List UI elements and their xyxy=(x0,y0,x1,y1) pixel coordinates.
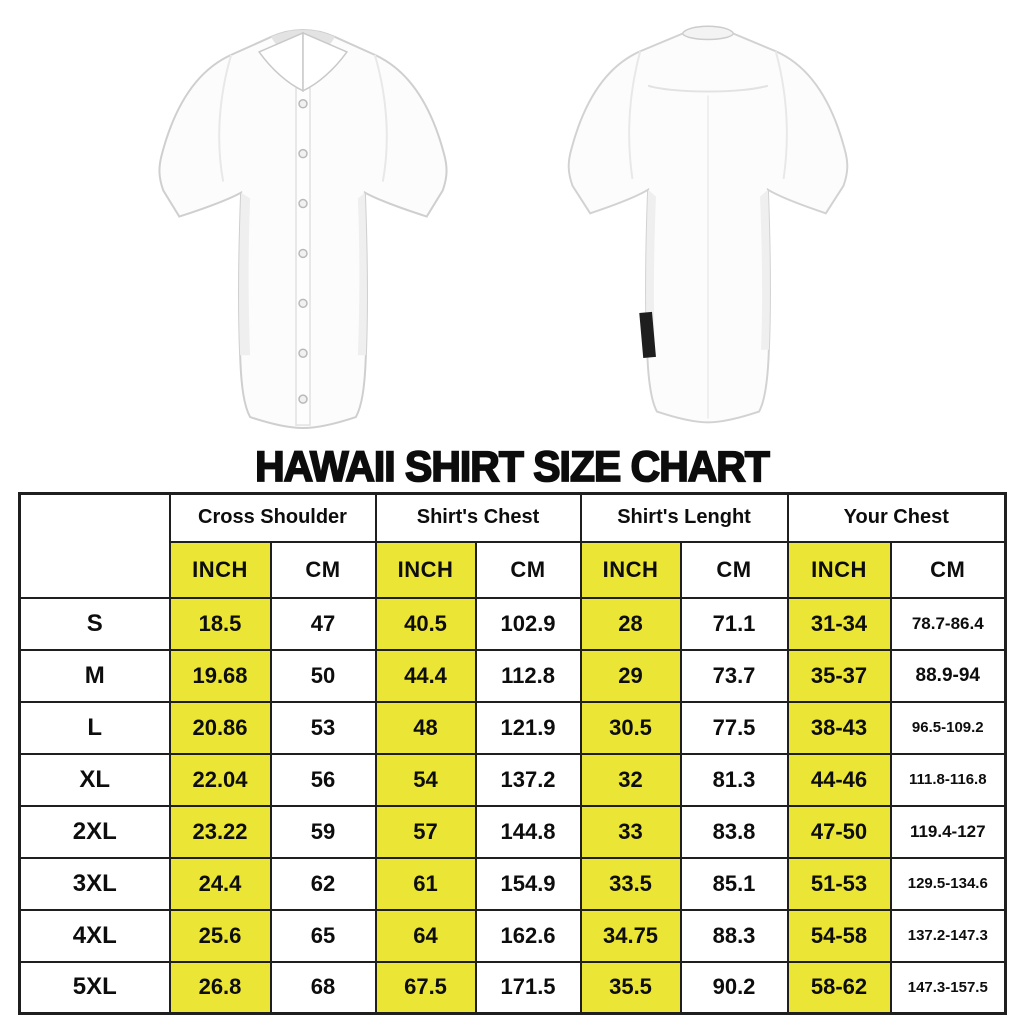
shirt-chest-inch-cell: 48 xyxy=(376,702,476,754)
shirt-length-cm-cell: 83.8 xyxy=(681,806,788,858)
size-chart-table xyxy=(18,492,1007,1015)
size-cell: XL xyxy=(20,754,170,806)
cross-shoulder-inch-cell: 18.5 xyxy=(170,598,271,650)
cross-shoulder-inch-cell: 22.04 xyxy=(170,754,271,806)
your-chest-cm-cell: 88.9-94 xyxy=(891,650,1006,702)
size-table-body xyxy=(20,598,1006,1014)
your-chest-inch-cell: 44-46 xyxy=(788,754,891,806)
your-chest-cm-cell: 111.8-116.8 xyxy=(891,754,1006,806)
cross-shoulder-cm-cell: 59 xyxy=(271,806,376,858)
table-row xyxy=(20,858,1006,910)
cross-shoulder-cm-cell: 68 xyxy=(271,962,376,1014)
your-chest-cm-cell: 137.2-147.3 xyxy=(891,910,1006,962)
size-cell: M xyxy=(20,650,170,702)
table-row xyxy=(20,962,1006,1014)
table-row xyxy=(20,910,1006,962)
shirt-chest-cm-cell: 144.8 xyxy=(476,806,581,858)
shirt-front-image xyxy=(138,4,468,448)
shirt-length-inch-cell: 29 xyxy=(581,650,681,702)
your-chest-cm-cell: 119.4-127 xyxy=(891,806,1006,858)
size-cell: 3XL xyxy=(20,858,170,910)
your-chest-inch-cell: 58-62 xyxy=(788,962,891,1014)
page-title: HAWAII SHIRT SIZE CHART xyxy=(255,443,769,491)
shirt-back-image xyxy=(546,10,870,446)
shirt-chest-inch-cell: 54 xyxy=(376,754,476,806)
your-chest-cm-cell: 129.5-134.6 xyxy=(891,858,1006,910)
cross-shoulder-cm-cell: 62 xyxy=(271,858,376,910)
shirt-chest-inch-cell: 44.4 xyxy=(376,650,476,702)
unit-header-inch: INCH xyxy=(581,542,681,598)
cross-shoulder-cm-cell: 53 xyxy=(271,702,376,754)
cross-shoulder-cm-cell: 47 xyxy=(271,598,376,650)
cross-shoulder-inch-cell: 26.8 xyxy=(170,962,271,1014)
unit-header-cm: CM xyxy=(476,542,581,598)
shirt-length-inch-cell: 35.5 xyxy=(581,962,681,1014)
unit-header-cm: CM xyxy=(891,542,1006,598)
your-chest-cm-cell: 78.7-86.4 xyxy=(891,598,1006,650)
shirt-chest-inch-cell: 61 xyxy=(376,858,476,910)
shirt-chest-inch-cell: 64 xyxy=(376,910,476,962)
corner-cell xyxy=(20,494,170,598)
your-chest-inch-cell: 38-43 xyxy=(788,702,891,754)
shirt-chest-inch-cell: 67.5 xyxy=(376,962,476,1014)
your-chest-inch-cell: 54-58 xyxy=(788,910,891,962)
your-chest-inch-cell: 51-53 xyxy=(788,858,891,910)
shirt-length-inch-cell: 34.75 xyxy=(581,910,681,962)
unit-header-inch: INCH xyxy=(788,542,891,598)
column-group-your-chest: Your Chest xyxy=(788,494,1006,542)
cross-shoulder-cm-cell: 56 xyxy=(271,754,376,806)
table-row xyxy=(20,598,1006,650)
shirt-length-cm-cell: 73.7 xyxy=(681,650,788,702)
cross-shoulder-inch-cell: 24.4 xyxy=(170,858,271,910)
cross-shoulder-cm-cell: 65 xyxy=(271,910,376,962)
your-chest-inch-cell: 31-34 xyxy=(788,598,891,650)
size-cell: 4XL xyxy=(20,910,170,962)
unit-header-inch: INCH xyxy=(376,542,476,598)
size-cell: L xyxy=(20,702,170,754)
shirt-chest-cm-cell: 137.2 xyxy=(476,754,581,806)
shirt-chest-cm-cell: 171.5 xyxy=(476,962,581,1014)
cross-shoulder-inch-cell: 25.6 xyxy=(170,910,271,962)
table-row xyxy=(20,806,1006,858)
shirt-chest-inch-cell: 40.5 xyxy=(376,598,476,650)
unit-header-cm: CM xyxy=(271,542,376,598)
shirt-length-inch-cell: 32 xyxy=(581,754,681,806)
size-cell: 2XL xyxy=(20,806,170,858)
shirt-length-inch-cell: 28 xyxy=(581,598,681,650)
column-group-shirts-lenght: Shirt's Lenght xyxy=(581,494,788,542)
shirt-chest-inch-cell: 57 xyxy=(376,806,476,858)
shirt-length-inch-cell: 33 xyxy=(581,806,681,858)
column-group-cross-shoulder: Cross Shoulder xyxy=(170,494,376,542)
shirt-length-cm-cell: 90.2 xyxy=(681,962,788,1014)
shirt-length-cm-cell: 71.1 xyxy=(681,598,788,650)
shirt-length-inch-cell: 30.5 xyxy=(581,702,681,754)
shirt-chest-cm-cell: 102.9 xyxy=(476,598,581,650)
size-cell: S xyxy=(20,598,170,650)
cross-shoulder-inch-cell: 19.68 xyxy=(170,650,271,702)
table-row xyxy=(20,650,1006,702)
your-chest-cm-cell: 96.5-109.2 xyxy=(891,702,1006,754)
unit-header-inch: INCH xyxy=(170,542,271,598)
your-chest-cm-cell: 147.3-157.5 xyxy=(891,962,1006,1014)
size-cell: 5XL xyxy=(20,962,170,1014)
shirt-chest-cm-cell: 112.8 xyxy=(476,650,581,702)
shirt-length-cm-cell: 77.5 xyxy=(681,702,788,754)
shirt-length-cm-cell: 88.3 xyxy=(681,910,788,962)
cross-shoulder-inch-cell: 20.86 xyxy=(170,702,271,754)
cross-shoulder-inch-cell: 23.22 xyxy=(170,806,271,858)
shirt-length-cm-cell: 81.3 xyxy=(681,754,788,806)
your-chest-inch-cell: 47-50 xyxy=(788,806,891,858)
table-row xyxy=(20,754,1006,806)
shirt-length-cm-cell: 85.1 xyxy=(681,858,788,910)
unit-header-cm: CM xyxy=(681,542,788,598)
shirt-length-inch-cell: 33.5 xyxy=(581,858,681,910)
header-group-row xyxy=(20,494,1006,542)
shirt-chest-cm-cell: 121.9 xyxy=(476,702,581,754)
column-group-shirts-chest: Shirt's Chest xyxy=(376,494,581,542)
cross-shoulder-cm-cell: 50 xyxy=(271,650,376,702)
shirt-chest-cm-cell: 154.9 xyxy=(476,858,581,910)
shirt-chest-cm-cell: 162.6 xyxy=(476,910,581,962)
table-row xyxy=(20,702,1006,754)
your-chest-inch-cell: 35-37 xyxy=(788,650,891,702)
